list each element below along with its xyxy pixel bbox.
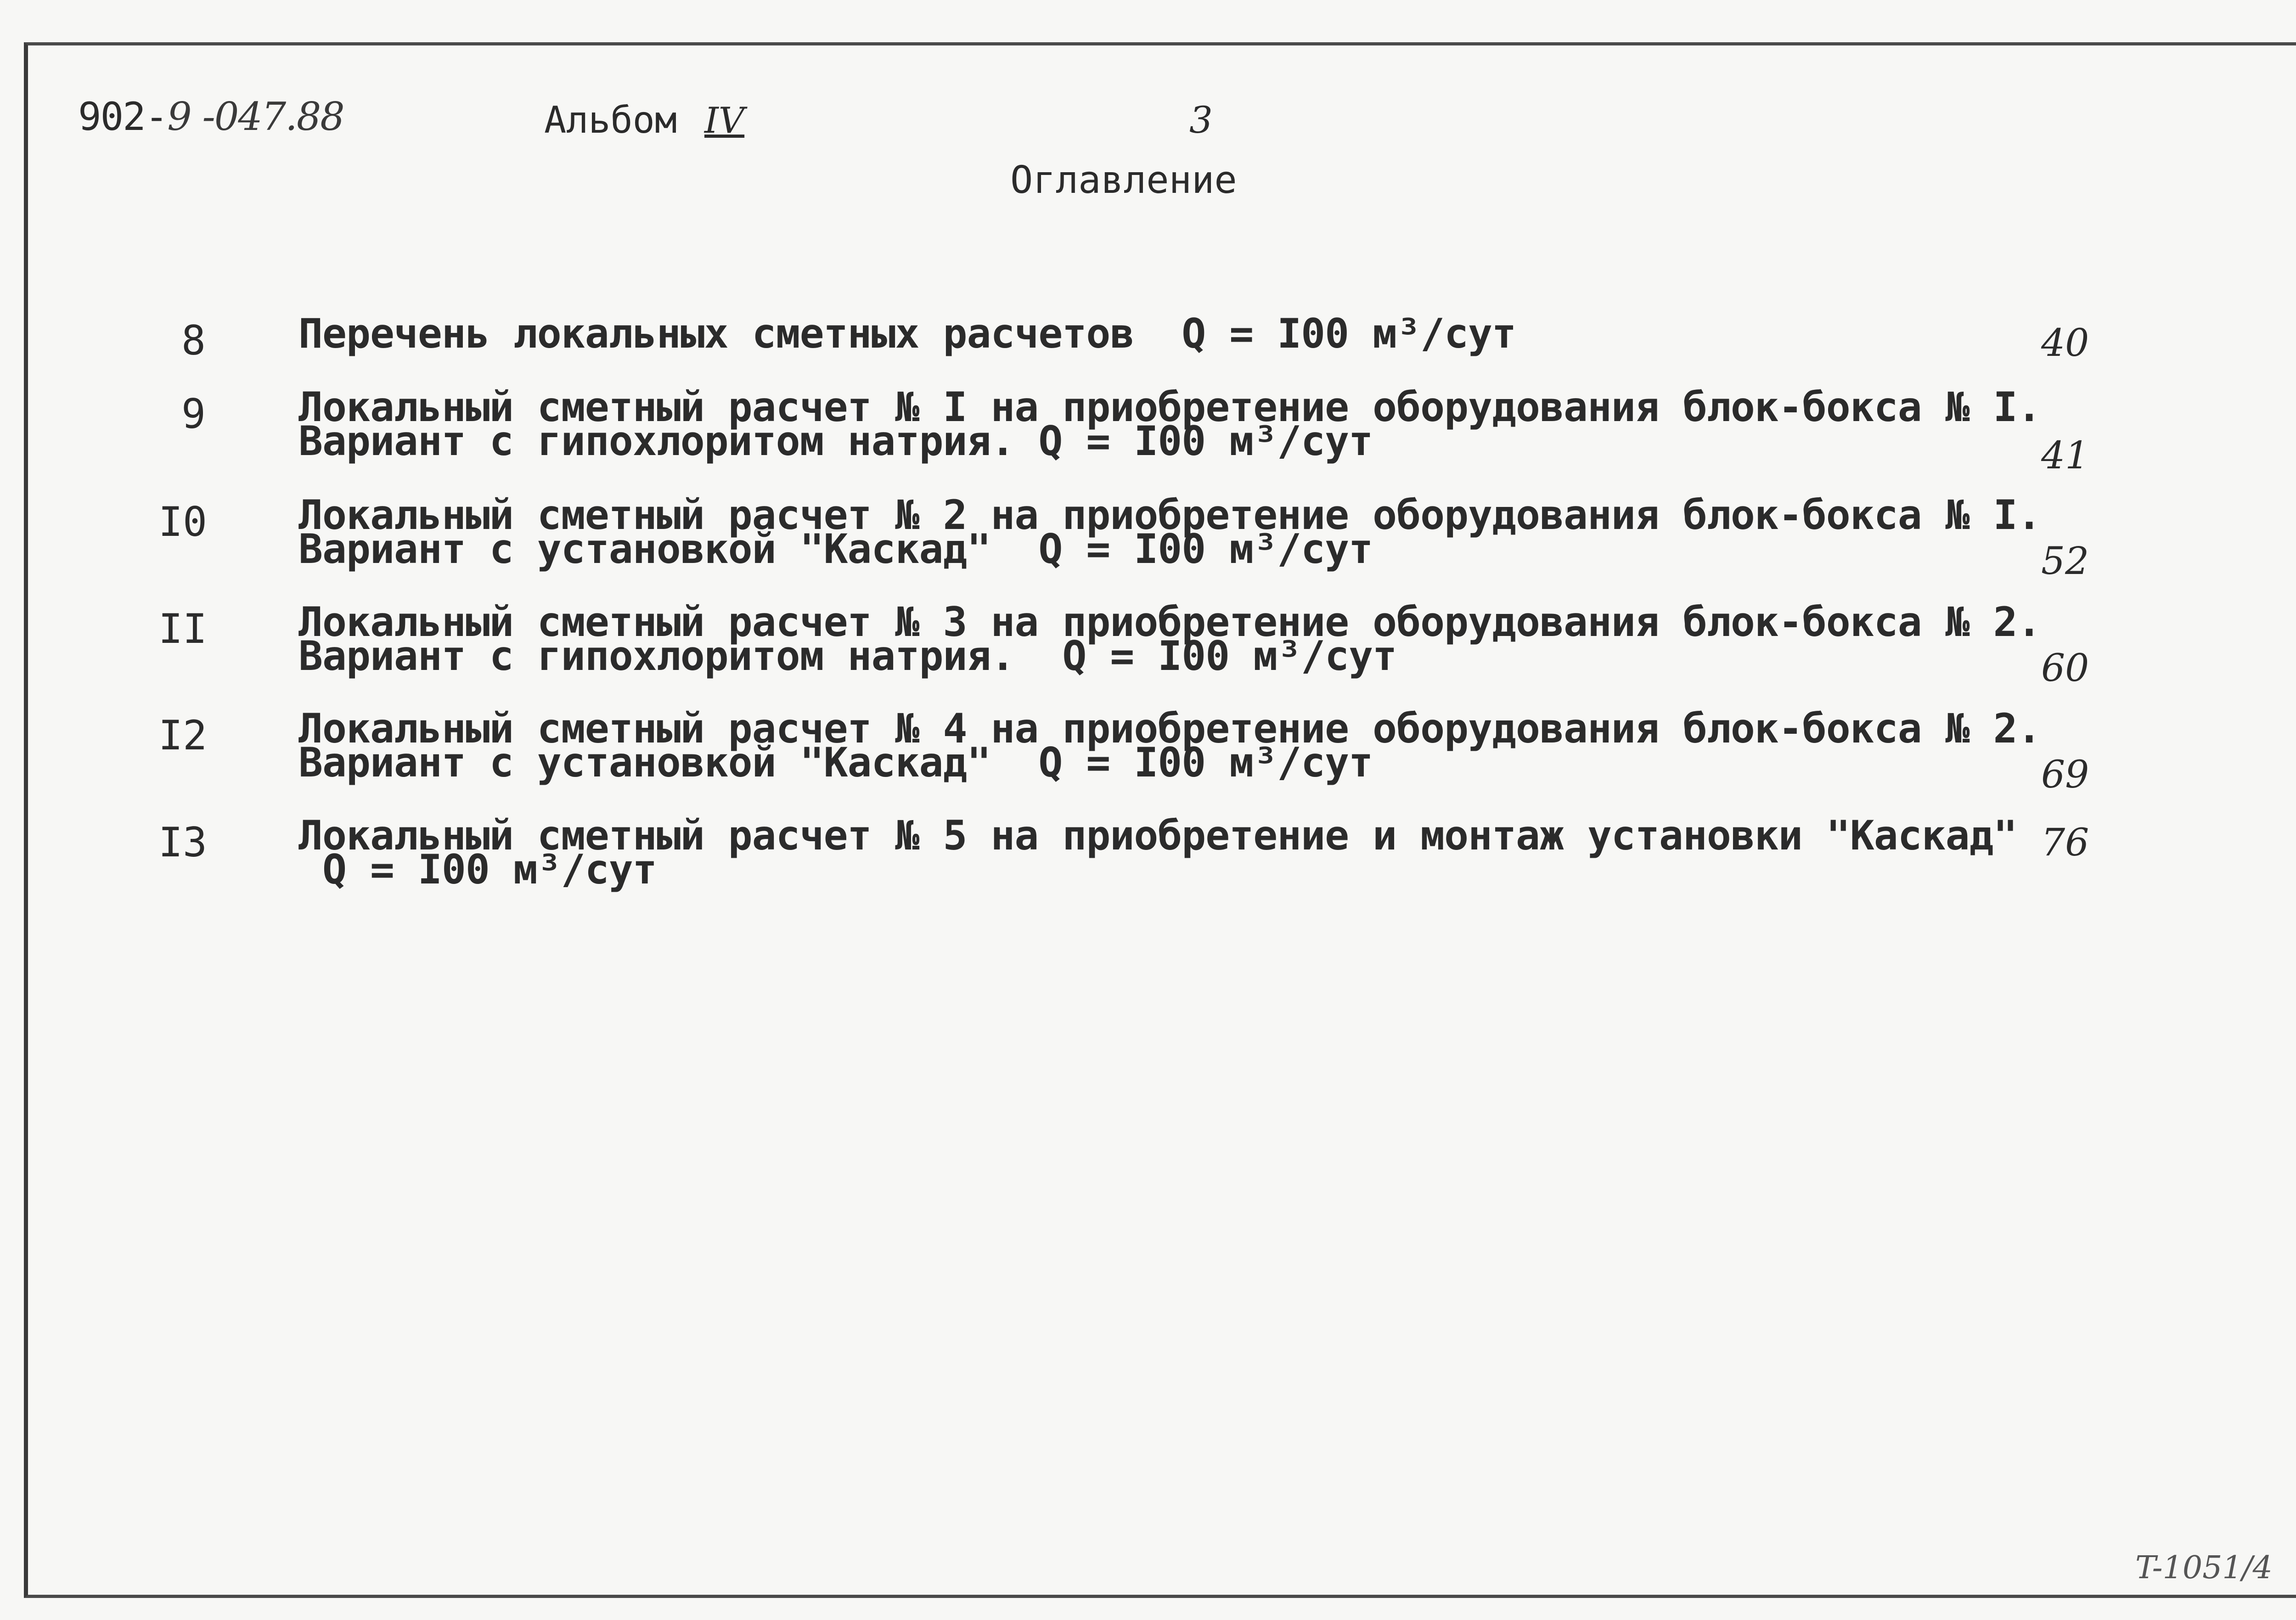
toc-entry-text (298, 705, 2041, 786)
toc-entry-number: I2 (158, 712, 207, 759)
toc-entry-number: II (158, 605, 207, 652)
toc-entry-text (298, 598, 2041, 680)
toc-entry-line: Локальный сметный расчет № 4 на приобретение оборудования блок-бокса № 2. (298, 705, 2041, 752)
toc-entry-line: Вариант с гипохлоритом натрия. Q = I00 м³/сут (298, 632, 1397, 680)
toc-entry-page: 60 (2041, 647, 2089, 690)
toc-entry-text (298, 491, 2041, 573)
toc-entry-page: 41 (2041, 434, 2089, 478)
toc-entry-line: Локальный сметный расчет № I на приобретение оборудования блок-бокса № I. (298, 383, 2041, 431)
toc-entry-number: I0 (158, 498, 207, 546)
toc-entry-line: Локальный сметный расчет № 5 на приобретение и монтаж установки "Каскад" (298, 812, 2017, 859)
document-code-handwritten: 9 -047.88 (167, 94, 344, 139)
album-label (544, 99, 744, 141)
album-word: Альбом (544, 99, 677, 141)
document-code-printed: 902- (78, 94, 168, 139)
archive-stamp: T-1051/4 (2135, 1550, 2273, 1586)
toc-entry-page: 69 (2041, 753, 2089, 797)
toc-entry-line: Вариант с установкой "Каскад" Q = I00 м³/сут (298, 525, 1373, 573)
toc-entry-text (298, 812, 2017, 893)
toc-entry-number: 9 (181, 390, 206, 438)
toc-entry-number: I3 (158, 819, 207, 866)
toc-entry-line: Перечень локальных сметных расчетов Q = I00 м³/сут (298, 310, 1516, 357)
toc-entry-line: Вариант с гипохлоритом натрия. Q = I00 м³/сут (298, 417, 1373, 465)
album-number: IV (704, 100, 745, 141)
document-code (78, 94, 344, 139)
toc-entry-line: Локальный сметный расчет № 3 на приобретение оборудования блок-бокса № 2. (298, 598, 2041, 646)
toc-entry-line: Локальный сметный расчет № 2 на приобретение оборудования блок-бокса № I. (298, 491, 2041, 539)
toc-title: Оглавление (1010, 158, 1237, 202)
toc-entry-text (298, 383, 2041, 465)
toc-entry-page: 40 (2041, 321, 2089, 365)
toc-entry-page: 76 (2041, 821, 2089, 865)
toc-entry-page: 52 (2041, 540, 2089, 583)
toc-entry-line: Вариант с установкой "Каскад" Q = I00 м³/сут (298, 739, 1373, 786)
toc-entry-text (298, 310, 1516, 357)
toc-entry-number: 8 (181, 317, 206, 364)
toc-entry-line: Q = I00 м³/сут (298, 846, 657, 893)
page-number: 3 (1189, 99, 1213, 141)
